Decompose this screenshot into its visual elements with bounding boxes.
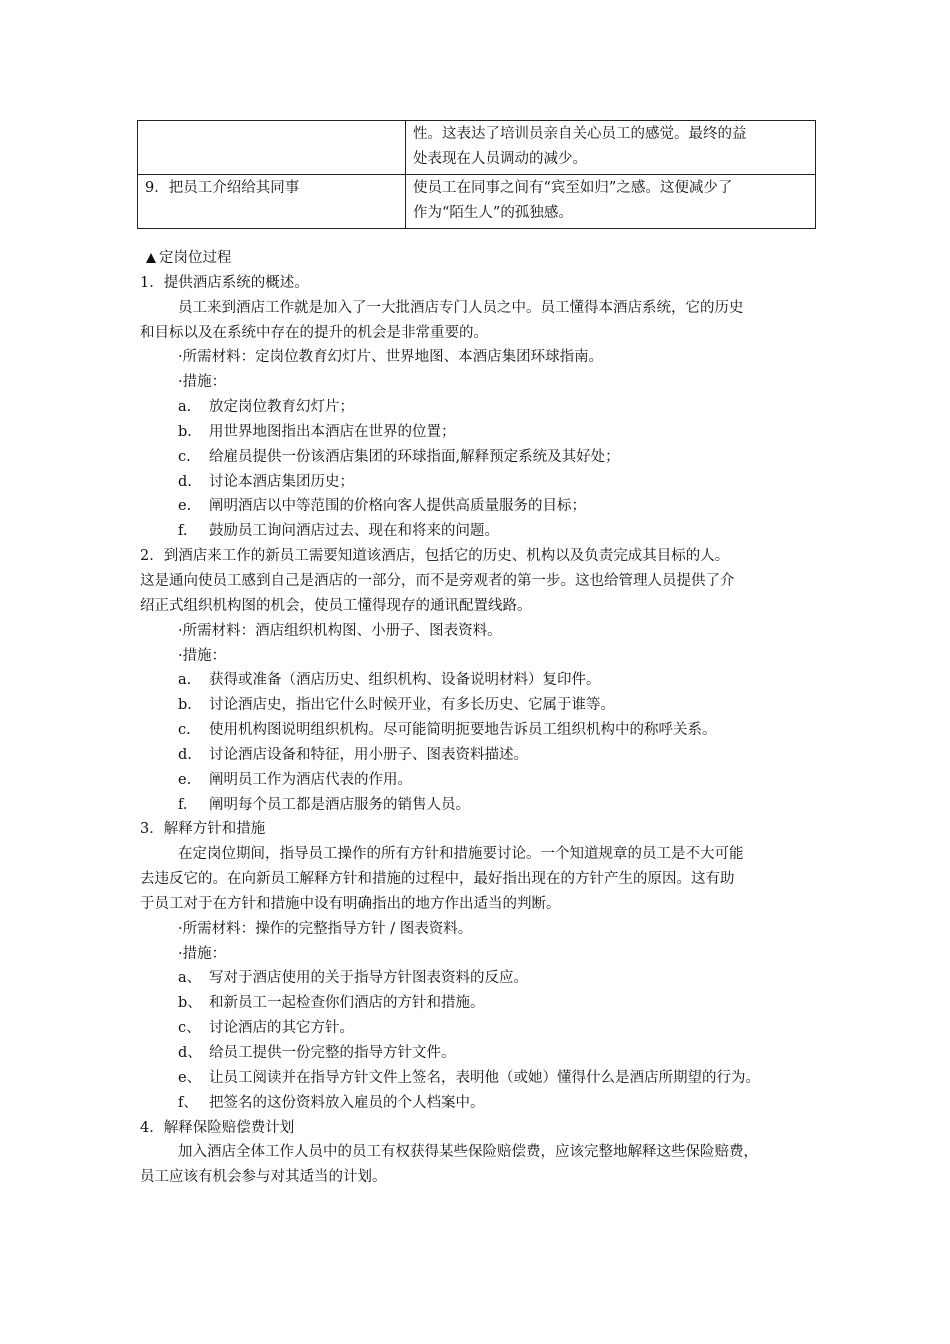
paragraph-line: 员工来到酒店工作就是加入了一大批酒店专门人员之中。员工懂得本酒店系统，它的历史: [178, 299, 744, 316]
section-heading: [140, 246, 840, 271]
list-item: [140, 1091, 840, 1116]
list-marker: d.: [178, 473, 192, 490]
table-cell: [406, 175, 816, 229]
list-text: 让员工阅读并在指导方针文件上签名，表明他（或她）懂得什么是酒店所期望的行为。: [209, 1069, 760, 1086]
paragraph-line: 于员工对于在方针和措施中设有明确指出的地方作出适当的判断。: [140, 895, 561, 912]
list-marker: b.: [178, 423, 192, 440]
list-marker: f.: [178, 523, 188, 540]
list-text: 把签名的这份资料放入雇员的个人档案中。: [209, 1094, 485, 1111]
list-marker: c.: [178, 722, 191, 739]
heading-text: 定岗位过程: [159, 250, 232, 266]
list-item: [140, 1041, 840, 1066]
list-item: [140, 1066, 840, 1091]
list-item: [140, 768, 840, 793]
list-text: 阐明员工作为酒店代表的作用。: [209, 771, 412, 788]
table-cell-line: 性。这表达了培训员亲自关心员工的感觉。最终的益: [413, 126, 747, 142]
paragraph-line: 加入酒店全体工作人员中的员工有权获得某些保险赔偿费，应该完整地解释这些保险赔费，: [178, 1144, 758, 1161]
list-item: [140, 1016, 840, 1041]
list-item: [140, 445, 840, 470]
measures-label: ·措施：: [178, 647, 227, 664]
list-item: [140, 718, 840, 743]
section-title: 4．解释保险赔偿费计划: [140, 1119, 295, 1136]
list-text: 获得或准备（酒店历史、组织机构、设备说明材料）复印件。: [209, 672, 601, 689]
list-item: [140, 693, 840, 718]
paragraph-line: 绍正式组织机构图的机会，使员工懂得现存的通讯配置线路。: [140, 597, 532, 614]
list-item: [140, 793, 840, 818]
section-title: 1．提供酒店系统的概述。: [140, 274, 309, 291]
paragraph-line: 去违反它的。在向新员工解释方针和措施的过程中，最好指出现在的方针产生的原因。这有助: [140, 871, 735, 888]
measures-label: ·措施：: [178, 374, 227, 391]
paragraph-line: 这是通向使员工感到自己是酒店的一部分，而不是旁观者的第一步。这也给管理人员提供了介: [140, 572, 735, 589]
list-marker: d、: [178, 1045, 202, 1061]
list-marker: a.: [178, 399, 192, 416]
list-text: 讨论本酒店集团历史；: [209, 473, 354, 490]
measures-label: ·措施：: [178, 945, 227, 962]
list-text: 讨论酒店设备和特征，用小册子、图表资料描述。: [209, 746, 528, 763]
intro-table: [137, 120, 816, 229]
table-row: [138, 121, 816, 175]
list-item: [140, 395, 840, 420]
table-cell-line: 处表现在人员调动的减少。: [413, 151, 587, 167]
list-marker: c、: [178, 1020, 201, 1037]
list-marker: b、: [178, 995, 202, 1012]
list-text: 给雇员提供一份该酒店集团的环球指面,解释预定系统及其好处；: [209, 448, 620, 465]
list-marker: d.: [178, 746, 192, 763]
document-body: [140, 246, 840, 1190]
list-text: 放定岗位教育幻灯片；: [209, 399, 354, 416]
section-title: 2．到酒店来工作的新员工需要知道该酒店，包括它的历史、机构以及负责完成其目标的人。: [140, 548, 730, 565]
list-text: 和新员工一起检查你们酒店的方针和措施。: [209, 995, 485, 1012]
paragraph-line: 和目标以及在系统中存在的提升的机会是非常重要的。: [140, 324, 488, 341]
list-item: [140, 494, 840, 519]
list-marker: a、: [178, 970, 202, 987]
list-item: [140, 991, 840, 1016]
list-item: [140, 470, 840, 495]
list-marker: c.: [178, 448, 191, 465]
materials-line: ·所需材料：酒店组织机构图、小册子、图表资料。: [178, 622, 502, 639]
list-text: 使用机构图说明组织机构。尽可能简明扼要地告诉员工组织机构中的称呼关系。: [209, 722, 717, 739]
materials-line: ·所需材料：定岗位教育幻灯片、世界地图、本酒店集团环球指南。: [178, 349, 604, 366]
list-marker: a.: [178, 672, 192, 689]
list-item: [140, 966, 840, 991]
list-text: 讨论酒店的其它方针。: [209, 1020, 354, 1037]
paragraph-line: 在定岗位期间，指导员工操作的所有方针和措施要讨论。一个知道规章的员工是不大可能: [178, 846, 744, 863]
list-text: 鼓励员工询问酒店过去、现在和将来的问题。: [209, 523, 499, 540]
list-marker: e、: [178, 1069, 202, 1086]
triangle-bullet-icon: [146, 253, 156, 263]
list-marker: b.: [178, 697, 192, 714]
list-item: [140, 743, 840, 768]
list-marker: f、: [178, 1094, 198, 1111]
table-cell-line: 使员工在同事之间有“宾至如归”之感。这便减少了: [413, 180, 733, 196]
list-item: [140, 519, 840, 544]
list-text: 阐明每个员工都是酒店服务的销售人员。: [209, 796, 470, 813]
paragraph-line: 员工应该有机会参与对其适当的计划。: [140, 1169, 387, 1186]
list-text: 阐明酒店以中等范围的价格向客人提供高质量服务的目标；: [209, 498, 586, 515]
list-marker: e.: [178, 498, 192, 515]
section-title: 3．解释方针和措施: [140, 821, 266, 838]
table-row: [138, 175, 816, 229]
list-item: [140, 668, 840, 693]
list-marker: e.: [178, 771, 192, 788]
list-marker: f.: [178, 796, 188, 813]
table-cell-line: 作为“陌生人”的孤独感。: [413, 205, 573, 221]
materials-line: ·所需材料：操作的完整指导方针 / 图表资料。: [178, 920, 473, 937]
list-item: [140, 420, 840, 445]
list-text: 写对于酒店使用的关于指导方针图表资料的反应。: [209, 970, 528, 987]
list-text: 讨论酒店史，指出它什么时候开业，有多长历史、它属于谁等。: [209, 697, 615, 714]
table-cell: 9．把员工介绍给其同事: [138, 175, 406, 229]
table-cell: [138, 121, 406, 175]
table-cell: [406, 121, 816, 175]
list-text: 给员工提供一份完整的指导方针文件。: [209, 1045, 456, 1061]
list-text: 用世界地图指出本酒店在世界的位置；: [209, 423, 456, 440]
